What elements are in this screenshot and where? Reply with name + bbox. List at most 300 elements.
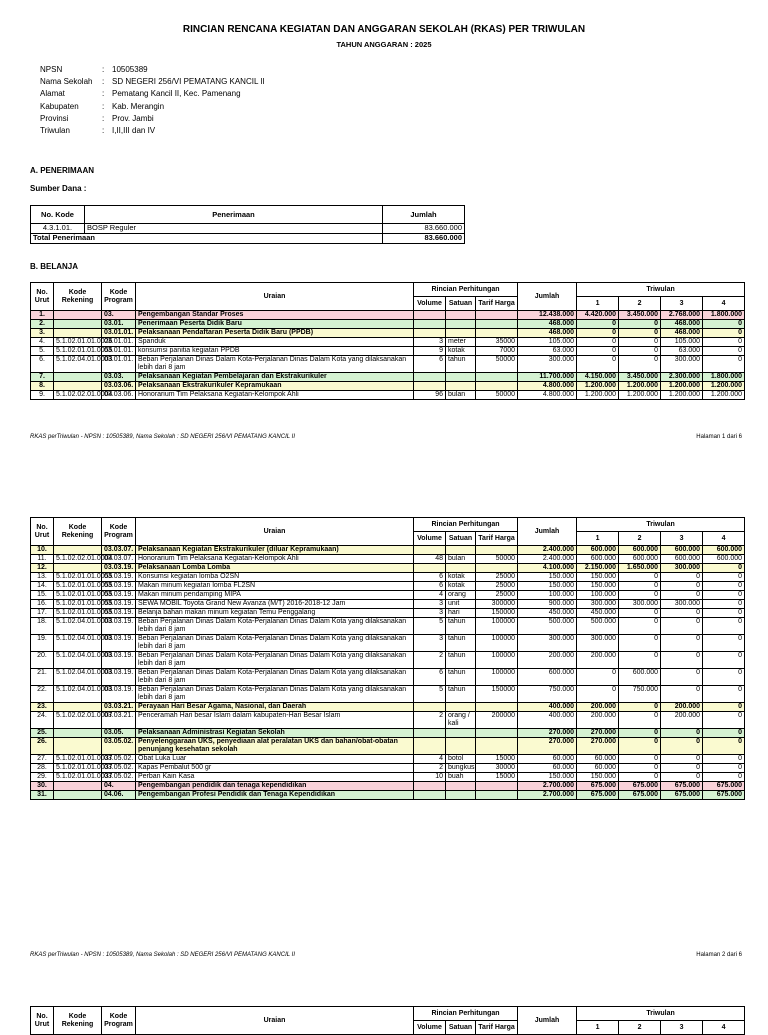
info-row-npsn: NPSN : 10505389 (40, 65, 148, 74)
cell-uraian: Pelaksanaan Kegiatan Ekstrakurikuler (diluar Kepramukaan) (136, 546, 414, 555)
cell-t2: 675.000 (619, 791, 661, 800)
cell-jumlah: 105.000 (518, 338, 577, 347)
cell-sat (446, 311, 476, 320)
header-kode-rekening: Kode Rekening (54, 518, 102, 546)
cell-no: 26. (31, 738, 54, 755)
cell-vol (414, 546, 446, 555)
cell-no: 30. (31, 782, 54, 791)
cell-t1: 300.000 (577, 600, 619, 609)
cell-prog: 03.03.07. (102, 555, 136, 564)
cell-rek: 5.1.02.02.01.0004 (54, 391, 102, 400)
cell-t3: 0 (661, 573, 703, 582)
cell-rek: 5.1.02.04.01.0003 (54, 618, 102, 635)
document-subtitle: TAHUN ANGGARAN : 2025 (336, 40, 432, 49)
cell-t2: 1.200.000 (619, 391, 661, 400)
cell-t4: 0 (703, 686, 745, 703)
cell-t3: 675.000 (661, 791, 703, 800)
header-kode-program: Kode Program (102, 518, 136, 546)
cell-prog: 03.03.19. (102, 591, 136, 600)
cell-rek (54, 782, 102, 791)
cell-t4: 0 (703, 712, 745, 729)
cell-prog: 03.01.01. (102, 329, 136, 338)
cell-vol: 4 (414, 755, 446, 764)
cell-vol (414, 382, 446, 391)
table-row (31, 791, 745, 800)
cell-vol: 6 (414, 356, 446, 373)
info-row-nama-sekolah: Nama Sekolah : SD NEGERI 256/VI PEMATANG KANCIL II (40, 77, 265, 87)
cell-rek (54, 729, 102, 738)
cell-vol: 3 (414, 338, 446, 347)
table-row (31, 618, 745, 635)
cell-vol (414, 738, 446, 755)
cell-sat (446, 729, 476, 738)
cell-jumlah: 2.400.000 (518, 555, 577, 564)
header-triwulan-1: 1 (577, 532, 619, 546)
cell-t3: 1.200.000 (661, 382, 703, 391)
cell-prog: 03.03.19. (102, 573, 136, 582)
cell-tarif: 25000 (476, 582, 518, 591)
header-volume: Volume (414, 532, 446, 546)
cell-t3: 200.000 (661, 712, 703, 729)
header-satuan: Satuan (446, 297, 476, 311)
cell-sat (446, 738, 476, 755)
cell-t1: 60.000 (577, 764, 619, 773)
table-row (31, 764, 745, 773)
cell-t2: 600.000 (619, 555, 661, 564)
cell-no: 17. (31, 609, 54, 618)
cell-t4: 0 (703, 773, 745, 782)
header-triwulan-1: 1 (577, 297, 619, 311)
cell-sat (446, 782, 476, 791)
cell-t1: 600.000 (577, 546, 619, 555)
cell-rek: 5.1.02.04.01.0003 (54, 356, 102, 373)
cell-sat (446, 546, 476, 555)
cell-uraian: Perban Kain Kasa (136, 773, 414, 782)
cell-t1: 150.000 (577, 573, 619, 582)
cell-uraian: Beban Perjalanan Dinas Dalam Kota-Perjalanan Dinas Dalam Kota yang dilaksanakan lebih dari 8 jam (136, 618, 414, 635)
cell-t1: 200.000 (577, 703, 619, 712)
footer-page-number: Halaman 2 dari 6 (696, 952, 742, 958)
cell-rek (54, 373, 102, 382)
cell-no: 14. (31, 582, 54, 591)
cell-rek (54, 791, 102, 800)
table-row (31, 609, 745, 618)
cell-jumlah: 4.100.000 (518, 564, 577, 573)
cell-prog: 03.05.02. (102, 764, 136, 773)
cell-prog: 03.05. (102, 729, 136, 738)
cell-vol: 6 (414, 582, 446, 591)
cell-no: 3. (31, 329, 54, 338)
cell-t3: 0 (661, 582, 703, 591)
table-row (31, 329, 745, 338)
cell-jumlah: 270.000 (518, 729, 577, 738)
cell-uraian: Belanja bahan makan minum kegiatan Temu Penggalang (136, 609, 414, 618)
table-row (31, 347, 745, 356)
cell-t4: 0 (703, 600, 745, 609)
cell-t3: 0 (661, 729, 703, 738)
cell-t2: 3.450.000 (619, 373, 661, 382)
cell-tarif: 150000 (476, 609, 518, 618)
cell-t2: 1.200.000 (619, 382, 661, 391)
cell-t3: 0 (661, 686, 703, 703)
cell-t1: 600.000 (577, 555, 619, 564)
cell-no: 23. (31, 703, 54, 712)
table-row (31, 669, 745, 686)
cell-no: 16. (31, 600, 54, 609)
cell-vol (414, 782, 446, 791)
table-row (31, 635, 745, 652)
cell-t3: 0 (661, 635, 703, 652)
cell-t3: 0 (661, 652, 703, 669)
cell-jumlah: 11.700.000 (518, 373, 577, 382)
cell-t1: 0 (577, 320, 619, 329)
header-jumlah: Jumlah (518, 1007, 577, 1035)
cell-t1: 200.000 (577, 712, 619, 729)
cell-uraian: Pelaksanaan Kegiatan Pembelajaran dan Ekstrakurikuler (136, 373, 414, 382)
table-row (31, 564, 745, 573)
cell-prog: 04. (102, 782, 136, 791)
header-kode-rekening: Kode Rekening (54, 1007, 102, 1035)
table-row (31, 652, 745, 669)
penerimaan-header-row (31, 206, 465, 224)
cell-t1: 675.000 (577, 791, 619, 800)
cell-t3: 0 (661, 609, 703, 618)
table-row (31, 773, 745, 782)
cell-prog: 03.03.19. (102, 652, 136, 669)
cell-no: 28. (31, 764, 54, 773)
cell-uraian: Makan minum pendamping MIPA (136, 591, 414, 600)
cell-sat: kotak (446, 573, 476, 582)
cell-prog: 03.03.19. (102, 686, 136, 703)
header-triwulan-3: 3 (661, 297, 703, 311)
cell-t4: 0 (703, 729, 745, 738)
cell-tarif: 25000 (476, 591, 518, 600)
footer-page-number: Halaman 1 dari 6 (696, 434, 742, 440)
cell-uraian: konsumsi panitia kegiatan PPDB (136, 347, 414, 356)
cell-tarif (476, 546, 518, 555)
cell-no: 10. (31, 546, 54, 555)
header-tarif-harga: Tarif Harga (476, 297, 518, 311)
cell-jumlah: 450.000 (518, 609, 577, 618)
cell-t2: 0 (619, 320, 661, 329)
cell-rek: 5.1.02.04.01.0003 (54, 652, 102, 669)
cell-t3: 0 (661, 618, 703, 635)
cell-t2: 0 (619, 652, 661, 669)
cell-vol: 2 (414, 712, 446, 729)
cell-t4: 0 (703, 573, 745, 582)
cell-no: 29. (31, 773, 54, 782)
cell-sat: tahun (446, 356, 476, 373)
cell-vol: 3 (414, 600, 446, 609)
cell-vol (414, 373, 446, 382)
cell-jumlah: 900.000 (518, 600, 577, 609)
cell-vol (414, 791, 446, 800)
cell-sat: meter (446, 338, 476, 347)
header-triwulan: Triwulan (577, 518, 745, 532)
cell-vol: 3 (414, 635, 446, 652)
cell-no: 27. (31, 755, 54, 764)
cell-t4: 0 (703, 329, 745, 338)
cell-jumlah: 600.000 (518, 669, 577, 686)
table-row (31, 338, 745, 347)
cell-t1: 60.000 (577, 755, 619, 764)
cell-uraian: Pengembangan Standar Proses (136, 311, 414, 320)
header-triwulan-1: 1 (577, 1021, 619, 1035)
school-info (40, 64, 265, 137)
cell-t1: 2.150.000 (577, 564, 619, 573)
table-row (31, 546, 745, 555)
cell-rek (54, 382, 102, 391)
header-triwulan-4: 4 (703, 297, 745, 311)
header-tarif-harga: Tarif Harga (476, 1021, 518, 1035)
cell-vol: 3 (414, 609, 446, 618)
header-triwulan-4: 4 (703, 532, 745, 546)
header-triwulan-2: 2 (619, 297, 661, 311)
header-triwulan-3: 3 (661, 532, 703, 546)
cell-sat: orang / kali (446, 712, 476, 729)
cell-t4: 0 (703, 347, 745, 356)
cell-no: 18. (31, 618, 54, 635)
cell-t2: 0 (619, 347, 661, 356)
table-row (31, 382, 745, 391)
cell-jumlah: 200.000 (518, 652, 577, 669)
cell-t2: 0 (619, 591, 661, 600)
cell-t1: 1.200.000 (577, 391, 619, 400)
header-satuan: Satuan (446, 1021, 476, 1035)
cell-t3: 468.000 (661, 329, 703, 338)
cell-t2: 0 (619, 755, 661, 764)
info-row-provinsi: Provinsi : Prov. Jambi (40, 113, 154, 123)
cell-prog: 03.03.19. (102, 609, 136, 618)
cell-t2: 0 (619, 582, 661, 591)
cell-t2: 3.450.000 (619, 311, 661, 320)
cell-sat: tahun (446, 635, 476, 652)
cell-t2: 0 (619, 738, 661, 755)
cell-rek: 5.1.02.01.01.0055 (54, 600, 102, 609)
cell-prog: 03.03.21. (102, 703, 136, 712)
footer-text: RKAS perTriwulan - NPSN : 10505389, Nama Sekolah : SD NEGERI 256/VI PEMATANG KANCIL II (30, 952, 295, 958)
cell-rek: 5.1.02.01.01.0055 (54, 347, 102, 356)
cell-prog: 03.03.19. (102, 669, 136, 686)
cell-t2: 0 (619, 573, 661, 582)
cell-t2: 675.000 (619, 782, 661, 791)
cell-no: 5. (31, 347, 54, 356)
cell-t4: 1.200.000 (703, 391, 745, 400)
cell-tarif: 25000 (476, 573, 518, 582)
cell-t3: 0 (661, 738, 703, 755)
total-penerimaan-value: 83.660.000 (383, 234, 465, 244)
cell-rek: 5.1.02.01.01.0055 (54, 591, 102, 600)
header-no-urut: No. Urut (31, 283, 54, 311)
header-rincian-perhitungan: Rincian Perhitungan (414, 283, 518, 297)
cell-t1: 675.000 (577, 782, 619, 791)
cell-sat: orang (446, 591, 476, 600)
sumber-dana-label: Sumber Dana : (30, 184, 87, 193)
cell-tarif: 100000 (476, 635, 518, 652)
header-uraian: Uraian (136, 518, 414, 546)
cell-t1: 150.000 (577, 773, 619, 782)
cell-tarif: 7000 (476, 347, 518, 356)
header-rincian-perhitungan: Rincian Perhitungan (414, 1007, 518, 1021)
cell-uraian: Pelaksanaan Pendaftaran Peserta Didik Baru (PPDB) (136, 329, 414, 338)
cell-jumlah: 400.000 (518, 712, 577, 729)
cell-rek: 5.1.02.01.01.0026 (54, 338, 102, 347)
cell-prog: 03.01.01. (102, 338, 136, 347)
cell-tarif (476, 329, 518, 338)
cell-t1: 0 (577, 347, 619, 356)
belanja-table-page-2 (30, 517, 745, 800)
cell-t3: 2.768.000 (661, 311, 703, 320)
cell-tarif: 150000 (476, 686, 518, 703)
cell-jumlah: 150.000 (518, 582, 577, 591)
cell-no: 25. (31, 729, 54, 738)
cell-t1: 500.000 (577, 618, 619, 635)
cell-uraian: Makan minum kegiatan lomba FL2SN (136, 582, 414, 591)
cell-tarif: 50000 (476, 391, 518, 400)
cell-t4: 0 (703, 356, 745, 373)
cell-rek: 5.1.02.01.01.0055 (54, 573, 102, 582)
cell-t1: 300.000 (577, 635, 619, 652)
cell-t4: 600.000 (703, 555, 745, 564)
cell-t4: 0 (703, 564, 745, 573)
cell-uraian: Beban Perjalanan Dinas Dalam Kota-Perjalanan Dinas Dalam Kota yang dilaksanakan lebih dari 8 jam (136, 686, 414, 703)
footer-page-1 (30, 434, 742, 440)
cell-t2: 600.000 (619, 669, 661, 686)
table-row (31, 373, 745, 382)
cell-rek: 5.1.02.01.01.0037 (54, 764, 102, 773)
cell-t4: 0 (703, 320, 745, 329)
cell-uraian: Penceramah Hari besar Islam dalam kabupaten-Hari Besar Islam (136, 712, 414, 729)
header-triwulan: Triwulan (577, 1007, 745, 1021)
header-volume: Volume (414, 1021, 446, 1035)
cell-uraian: Obat Luka Luar (136, 755, 414, 764)
header-satuan: Satuan (446, 532, 476, 546)
cell-vol: 4 (414, 591, 446, 600)
cell-no: 13. (31, 573, 54, 582)
cell-tarif: 50000 (476, 356, 518, 373)
cell-t1: 100.000 (577, 591, 619, 600)
cell-t4: 0 (703, 582, 745, 591)
cell-t4: 675.000 (703, 791, 745, 800)
cell-t3: 300.000 (661, 600, 703, 609)
cell-t2: 0 (619, 729, 661, 738)
cell-rek: 5.1.02.04.01.0003 (54, 669, 102, 686)
cell-rek (54, 311, 102, 320)
cell-tarif: 50000 (476, 555, 518, 564)
cell-no: 15. (31, 591, 54, 600)
cell-vol (414, 564, 446, 573)
penerimaan-total-row (31, 234, 465, 244)
header-uraian: Uraian (136, 1007, 414, 1035)
cell-t4: 0 (703, 591, 745, 600)
cell-tarif: 15000 (476, 755, 518, 764)
cell-rek: 5.1.02.04.01.0003 (54, 686, 102, 703)
cell-vol: 96 (414, 391, 446, 400)
total-penerimaan-label: Total Penerimaan (31, 234, 383, 244)
cell-vol (414, 311, 446, 320)
cell-t1: 0 (577, 329, 619, 338)
footer-text: RKAS perTriwulan - NPSN : 10505389, Nama Sekolah : SD NEGERI 256/VI PEMATANG KANCIL II (30, 434, 295, 440)
cell-prog: 03. (102, 311, 136, 320)
cell-vol (414, 329, 446, 338)
table-row (31, 729, 745, 738)
cell-uraian: Kapas Pembalut 500 gr (136, 764, 414, 773)
cell-no: 31. (31, 791, 54, 800)
cell-t2: 0 (619, 329, 661, 338)
section-belanja-heading: B. BELANJA (30, 262, 79, 271)
cell-rek: 5.1.02.02.01.0007 (54, 712, 102, 729)
cell-no: 12. (31, 564, 54, 573)
cell-t2: 0 (619, 712, 661, 729)
cell-t3: 0 (661, 755, 703, 764)
cell-tarif: 200000 (476, 712, 518, 729)
cell-no: 8. (31, 382, 54, 391)
cell-jumlah: 300.000 (518, 635, 577, 652)
cell-tarif (476, 311, 518, 320)
table-row (31, 782, 745, 791)
cell-jumlah: 60.000 (518, 764, 577, 773)
cell-t1: 4.420.000 (577, 311, 619, 320)
cell-jumlah: 300.000 (518, 356, 577, 373)
cell-jumlah: 4.800.000 (518, 382, 577, 391)
cell-uraian: Beban Perjalanan Dinas Dalam Kota-Perjalanan Dinas Dalam Kota yang dilaksanakan lebih dari 8 jam (136, 635, 414, 652)
cell-uraian: Penerimaan Peserta Didik Baru (136, 320, 414, 329)
cell-rek: 5.1.02.01.01.0037 (54, 755, 102, 764)
cell-t1: 450.000 (577, 609, 619, 618)
cell-no: 4. (31, 338, 54, 347)
cell-tarif (476, 564, 518, 573)
header-no-urut: No. Urut (31, 518, 54, 546)
cell-sat: tahun (446, 652, 476, 669)
cell-no: 7. (31, 373, 54, 382)
cell-prog: 03.03.06. (102, 391, 136, 400)
cell-t2: 0 (619, 356, 661, 373)
cell-vol: 48 (414, 555, 446, 564)
cell-t4: 0 (703, 652, 745, 669)
cell-no: 24. (31, 712, 54, 729)
cell-t3: 0 (661, 591, 703, 600)
cell-uraian: Pelaksanaan Administrasi Kegiatan Sekolah (136, 729, 414, 738)
header-volume: Volume (414, 297, 446, 311)
cell-jumlah: 270.000 (518, 738, 577, 755)
cell-jumlah: 63.000 (518, 347, 577, 356)
cell-prog: 03.03.19. (102, 582, 136, 591)
cell-vol (414, 320, 446, 329)
document-title: RINCIAN RENCANA KEGIATAN DAN ANGGARAN SEKOLAH (RKAS) PER TRIWULAN (182, 24, 586, 35)
cell-t3: 600.000 (661, 546, 703, 555)
cell-jumlah: 100.000 (518, 591, 577, 600)
cell-vol: 6 (414, 669, 446, 686)
cell-no: 22. (31, 686, 54, 703)
cell-sat: kotak (446, 582, 476, 591)
cell-tarif: 30000 (476, 764, 518, 773)
cell-t4: 1.200.000 (703, 382, 745, 391)
cell-prog: 03.01.01. (102, 347, 136, 356)
cell-rek (54, 320, 102, 329)
cell-sat: tahun (446, 669, 476, 686)
cell-vol: 9 (414, 347, 446, 356)
cell-tarif: 35000 (476, 338, 518, 347)
cell-t2: 0 (619, 635, 661, 652)
info-row-triwulan: Triwulan : I,II,III dan IV (40, 125, 156, 135)
table-row (31, 686, 745, 703)
cell-prog: 04.06. (102, 791, 136, 800)
cell-rek (54, 738, 102, 755)
cell-jumlah: 12.438.000 (518, 311, 577, 320)
cell-t4: 0 (703, 635, 745, 652)
info-row-alamat: Alamat : Pematang Kancil II, Kec. Pamenang (40, 89, 241, 99)
cell-t2: 0 (619, 703, 661, 712)
